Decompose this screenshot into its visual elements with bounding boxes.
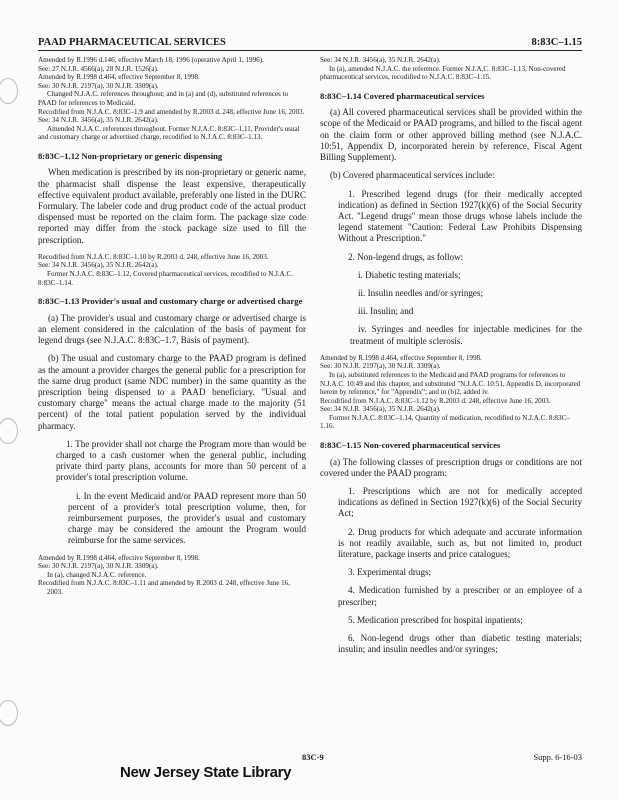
subsection-b: (b) Covered pharmaceutical services include: — [330, 170, 495, 181]
history-note: Recodified from N.J.A.C. 8:83C–1.11 and amended by R.2003 d. 248, effective June 16, 2003. — [38, 579, 290, 596]
subparagraph-i: i. In the event Medicaid and/or PAAD represent more than 50 percent of a provider's total prescription volume, then, for reimbursement purposes, the provider's usual and customary charge may be considered the amount the Program would reimburse for the same services. — [68, 490, 306, 546]
history-note: In (a), amended N.J.A.C. the reference. Former N.J.A.C. 8:83C–1.13, Non-covered pharmaceutical services, recodified to N.J.A.C. 8:83C–1.15. — [320, 64, 566, 82]
section-heading-1-13: 8:83C–1.13 Provider's usual and customary charge or advertised charge — [38, 296, 303, 307]
subparagraph-iii: iii. Insulin; and — [358, 306, 414, 317]
history-note: See: 34 N.J.R. 3456(a), 35 N.J.R. 2642(a). — [38, 116, 159, 125]
header-section: 8:83C–1.15 — [531, 37, 582, 48]
history-note: Changed N.J.A.C. references throughout; and in (a) and (d), substituted references to PAAD for references to Medicaid. — [38, 90, 289, 107]
history-note: Amended by R.1998 d.464, effective September 8, 1998. — [320, 353, 482, 362]
page-number: 83C-9 — [302, 752, 324, 762]
subparagraph-i: i. Diabetic testing materials; — [358, 269, 461, 280]
history-note: Recodified from N.J.A.C. 8:83C–1.10 by R.2003 d. 248, effective June 16, 2003. — [38, 252, 269, 261]
history-note: See: 30 N.J.R. 2197(a), 30 N.J.R. 3309(a). — [320, 362, 441, 371]
history-note: Amended N.J.A.C. references throughout. Former N.J.A.C. 8:83C–1.11, Provider's usual and customary charge or advertised charge, recodified to N.J.A.C. 8:83C–1.13. — [38, 124, 300, 142]
history-note: Former N.J.A.C. 8:83C–1.14, Quantity of medication, recodified to N.J.A.C. 8:83C–1.16. — [320, 413, 570, 431]
paragraph-2: 2. Non-legend drugs, as follow: — [348, 251, 464, 262]
paragraph-1: 1. Prescribed legend drugs (for their medically accepted indication) as defined in Section 1927(k)(6) of the Social Security Act. "Legend drugs" mean those drugs whose labels include the legend statement "Caution: Federal Law Prohibits Dispensing Without a Prescription." — [338, 188, 582, 244]
section-text: When medication is prescribed by its non-proprietary or generic name, the pharmacist shall dispense the least expensive, therapeutically effective equivalent product available, preferably one listed in the DURC Formulary. The labeler code and drug product code of the actual product dispensed must be reported on the claim form. The package size code reported may differ from the stock package size used to fill the prescription. — [38, 167, 306, 245]
history-note: Recodified from N.J.A.C. 8:83C–1.9 and amended by R.2003 d. 248, effective June 16, 2003. — [38, 107, 305, 116]
history-note: See: 30 N.J.R. 2197(a), 30 N.J.R. 3309(a). — [38, 562, 159, 571]
section-heading-1-15: 8:83C–1.15 Non-covered pharmaceutical services — [320, 440, 501, 451]
section-heading-1-12: 8:83C–1.12 Non-proprietary or generic dispensing — [38, 150, 223, 161]
history-note: See: 30 N.J.R. 2197(a), 30 N.J.R. 3309(a). — [38, 81, 159, 90]
header-title: PAAD PHARMACEUTICAL SERVICES — [38, 37, 226, 48]
section-heading-1-14: 8:83C–1.14 Covered pharmaceutical services — [320, 90, 485, 101]
library-stamp: New Jersey State Library — [120, 764, 292, 781]
history-note: Former N.J.A.C. 8:83C–1.12, Covered pharmaceutical services, recodified to N.J.A.C. 8:83C–1.14. — [38, 270, 294, 287]
running-header — [38, 32, 582, 51]
subparagraph-iv: iv. Syringes and needles for injectable medicines for the treatment of multiple sclerosis. — [350, 324, 582, 346]
history-note: In (a), substituted references to the Medicaid and PAAD programs for references to N.J.A.C. 10:49 and this chapter, and substituted "N.J.A.C. 10:51, Appendix D, incorporated herein by reference," for "Appendix"; and in (b)2, added iv. — [320, 370, 581, 397]
right-column — [320, 56, 582, 662]
punch-hole — [0, 78, 18, 104]
history-note: Amended by R.1998 d.464, effective September 8, 1998. — [38, 553, 200, 562]
punch-hole — [0, 700, 18, 726]
subparagraph-ii: ii. Insulin needles and/or syringes; — [358, 287, 484, 298]
subsection-b: (b) The usual and customary charge to the PAAD program is defined as the amount a provider charges the general public for a prescription for the same drug product (same NDC number) in the same quantity as the prescription being dispensed to a PAAD beneficiary. "Usual and customary charge" means the actual charge made to the majority (51 percent) of the total patient population served by the individual pharmacy. — [38, 353, 306, 431]
paragraph-1: 1. The provider shall not charge the Program more than would be charged to a cash customer when the general public, including private third party plans, accounts for more than 50 percent of a provider's total prescription volume. — [56, 438, 306, 483]
history-note: See: 34 N.J.R. 3456(a), 35 N.J.R. 2642(a). — [320, 405, 441, 414]
subsection-a: (a) The following classes of prescription drugs or conditions are not covered under the PAAD program: — [320, 456, 582, 478]
history-note: Recodified from N.J.A.C. 8:83C–1.12 by R.2003 d. 248, effective June 16, 2003. — [320, 396, 551, 405]
history-note: Amended by R.1998 d.464, effective September 8, 1998. — [38, 73, 200, 82]
paragraph-6: 6. Non-legend drugs other than diabetic testing materials; insulin; and insulin needles and/or syringes; — [338, 633, 582, 655]
history-note: In (a), changed N.J.A.C. reference. — [47, 570, 147, 579]
paragraph-4: 4. Medication furnished by a prescriber or an employee of a prescriber; — [338, 585, 582, 607]
history-note: See: 34 N.J.R. 3456(a), 35 N.J.R. 2642(a). — [320, 56, 441, 64]
left-column — [38, 56, 306, 597]
punch-hole — [0, 418, 18, 444]
paragraph-1: 1. Prescriptions which are not for medically accepted indications as defined in Section 1927(k)(6) of the Social Security Act; — [338, 485, 582, 519]
history-note: See: 27 N.J.R. 4566(a), 28 N.J.R. 1526(a). — [38, 64, 159, 73]
supplement-date: Supp. 6-16-03 — [533, 752, 582, 762]
history-note: See: 34 N.J.R. 3456(a), 35 N.J.R. 2642(a). — [38, 261, 159, 270]
subsection-a: (a) All covered pharmaceutical services shall be provided within the scope of the Medicaid or PAAD programs, and billed to the fiscal agent on the claim form or other approved billing method (see N.J.A.C. 10:51, Appendix D, incorporated herein by reference, Fiscal Agent Billing Supplement). — [320, 107, 582, 163]
paragraph-3: 3. Experimental drugs; — [348, 567, 432, 578]
history-note: Amended by R.1996 d.146, effective March 18, 1996 (operative April 1, 1996). — [38, 56, 264, 64]
paragraph-2: 2. Drug products for which adequate and accurate information is not readily available, such as, but not limited to, product literature, package inserts and price catalogues; — [338, 526, 582, 559]
paragraph-5: 5. Medication prescribed for hospital inpatients; — [348, 614, 523, 625]
subsection-a: (a) The provider's usual and customary charge or advertised charge is an element considered in the calculation of the basis of payment for legend drugs (see N.J.A.C. 8:83C–1.7, Basis of payment). — [38, 312, 306, 346]
